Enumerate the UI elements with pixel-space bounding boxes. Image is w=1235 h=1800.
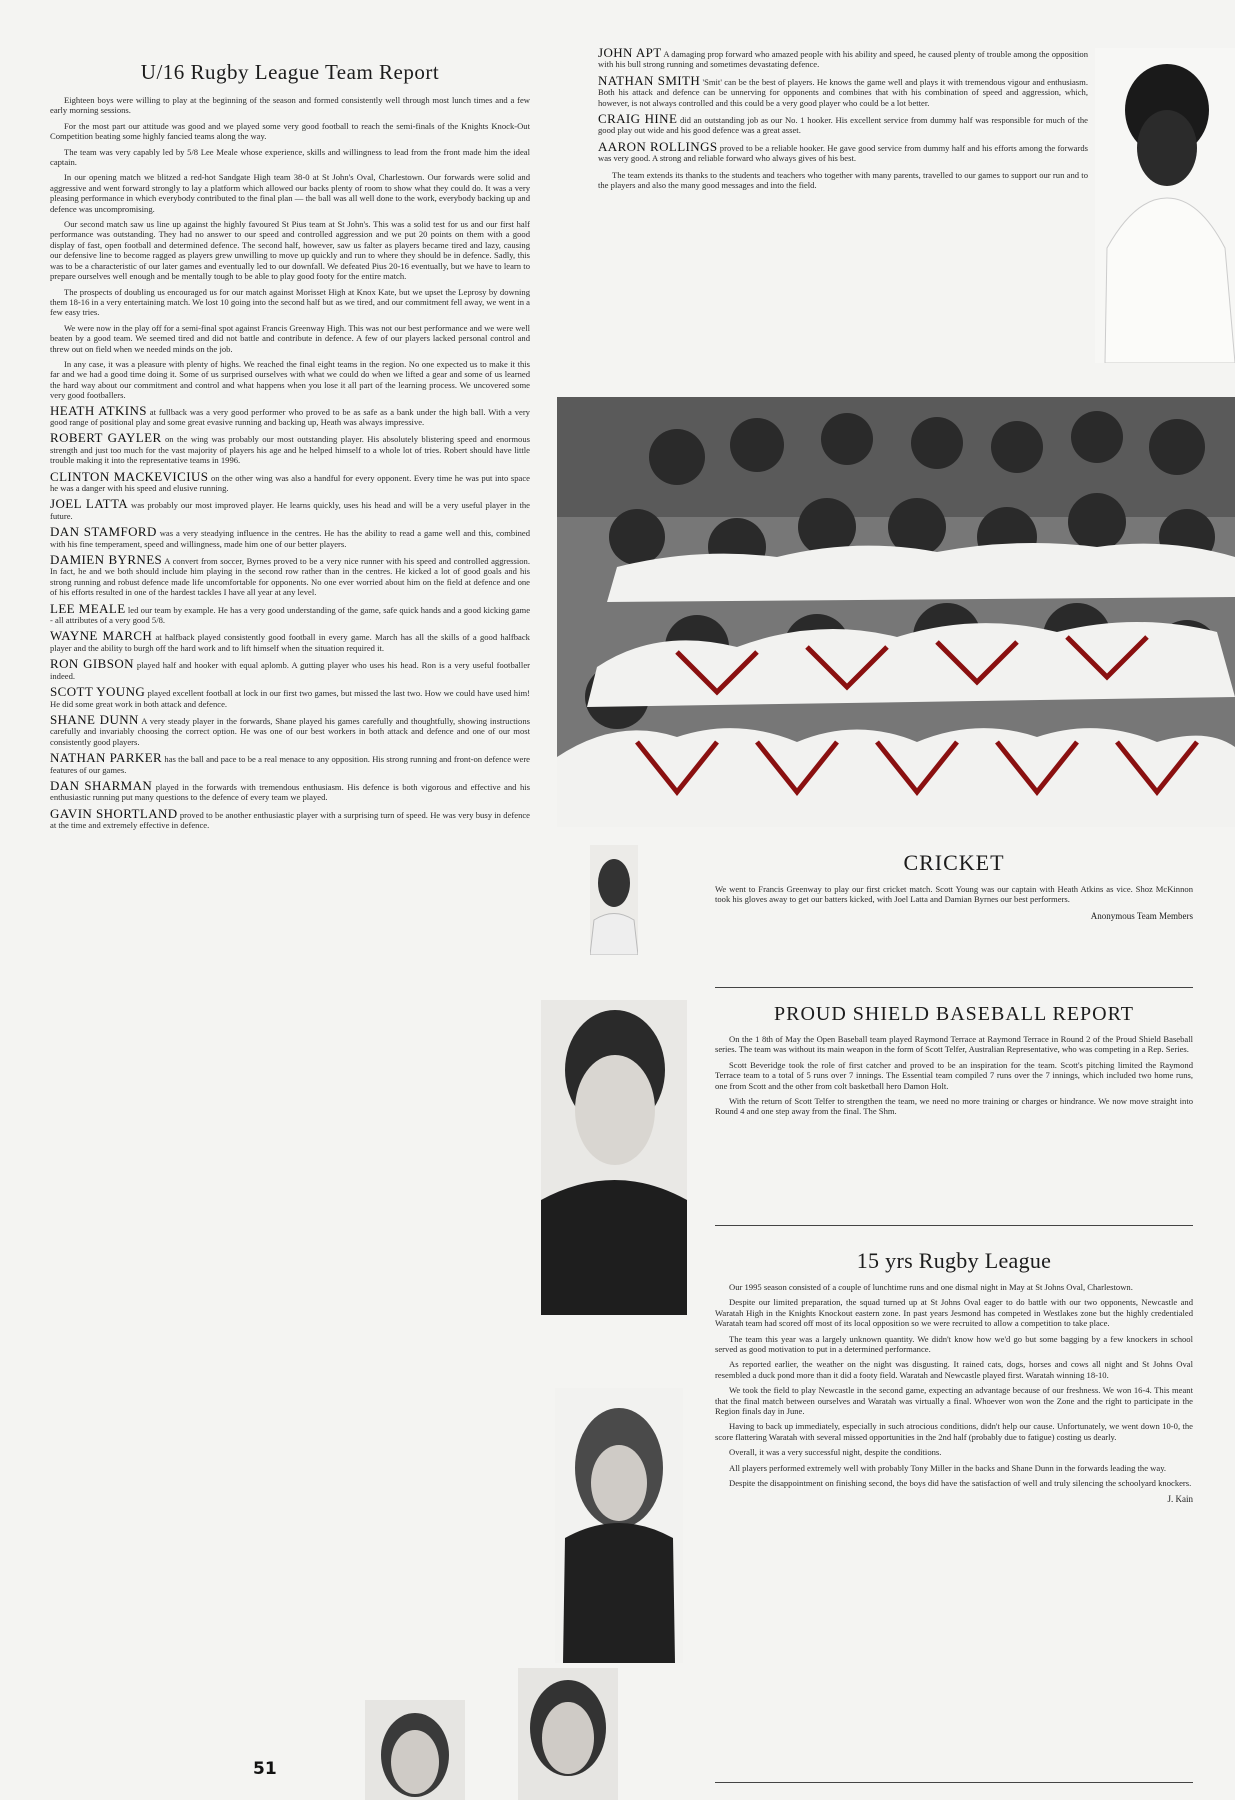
player-name: NATHAN SMITH (598, 72, 701, 88)
player-entry (50, 496, 530, 521)
cricket-title: CRICKET (903, 850, 1005, 875)
player-list (50, 402, 531, 831)
player-entry (50, 552, 530, 598)
player-entry (50, 777, 531, 803)
player-name: DAN STAMFORD (50, 524, 157, 540)
player-entry (50, 430, 530, 466)
player-name: CLINTON MACKEVICIUS (50, 468, 209, 484)
player-text: played in the forwards with tremendous enthusiasm. His defence is both vigorous and effective and his enthusiastic running put many questions to the defence of every team we played. (50, 781, 531, 803)
rugby15-paragraph: We took the field to play Newcastle in the second game, expecting an advantage because of our freshness. We won 16-4. This meant that the final match between ourselves and Waratah was virtually a final. Whoever won won the Zone and the right to participate in the Region finals day in June. (715, 1385, 1193, 1417)
intro-paragraph: Eighteen boys were willing to play at the beginning of the season and formed consistently well through most lunch times and a few early morning sessions. (50, 95, 530, 116)
player-entry (50, 684, 531, 709)
player-entry (50, 524, 530, 549)
player-entry (50, 628, 530, 653)
player-entry (598, 138, 1088, 164)
rugby15-title: 15 yrs Rugby League (856, 1248, 1052, 1273)
player-entry (50, 402, 530, 428)
player-text: on the other wing was also a handful for every opponent. Every time he was put into space he was a danger with his speed and elusive running. (50, 472, 530, 493)
rugby16-title: U/16 Rugby League Team Report (140, 60, 440, 84)
intro-paragraph: The prospects of doubling us encouraged us for our match against Morisset High at Knox Kate, but we upset the Leprosy by downing them 18-16 in a very entertaining match. We lost 10 going into the second half but as we tired, and our commitment fell away, we went in a few easy tries. (50, 286, 530, 318)
portrait-photo-4 (365, 1700, 465, 1800)
player-text: led our team by example. He has a very good understanding of the game, safe quick hands and a good kicking game - all attributes of a very good 5/8. (50, 604, 531, 626)
portrait-figure (518, 1668, 618, 1800)
player-entry (50, 468, 530, 494)
rugby15-paragraph: The team this year was a largely unknown quantity. We didn't know how we'd go but some bagging by a few knockers in school served as good motivation to put in a determined performance. (715, 1333, 1193, 1355)
rugby16-report (50, 60, 530, 837)
player-entry (598, 72, 1088, 108)
team-figures (557, 397, 1235, 827)
baseball-paragraph: With the return of Scott Telfer to strengthen the team, we need no more training or charges or hindrance. We now move straight into Round 4 and one step away from the final. The Shm. (715, 1096, 1193, 1117)
player-text: did an outstanding job as our No. 1 hooker. His excellent service from dummy half was responsible for much of the good play out wide and his good defence was a great asset. (598, 115, 1088, 136)
player-text: played excellent football at lock in our first two games, but missed the last two. How we could have used him! He did some great work in both attack and defence. (50, 688, 531, 709)
player-text: was a very steadying influence in the centres. He has the ability to read a game well and this, combined with his fine temperament, speed and willingness, made him one of our better players. (50, 528, 530, 549)
portrait-photo-top-right (1095, 48, 1235, 363)
team-photo (557, 397, 1235, 827)
section-divider (715, 1782, 1193, 1783)
player-entry (50, 656, 531, 681)
intro-paragraph: Our second match saw us line up against the highly favoured St Pius team at St John's. This was a solid test for us and our first half performance was outstanding. They had no answer to our speed and controlled aggression and we put 20 points on them with a good display of fast, open football and determined defence. The second half, however, saw us falter as players became tired and lazy, causing our defensive line to become ragged as players grew unwilling to move up quickly and run to where they should be in defence. Sadly, this was to be a characteristic of our later games and eventually led to our downfall. We defeated Pius 20-16 eventually, but we have to learn to prepare ourselves well enough and be mentally tough to be able to play good footy for the entire match. (50, 219, 530, 282)
rugby15-signature: J. Kain (1167, 1493, 1193, 1504)
baseball-title: PROUD SHIELD BASEBALL REPORT (774, 1003, 1134, 1025)
player-text: 'Smit' can be the best of players. He knows the game well and plays it with tremendous vigour and enthusiasm. Both his attack and defence can be unnerving for opponents and combines that with his combination of speed and aggression, which, however, is not always controlled and this could be a very good player who could be a lot better. (598, 76, 1088, 108)
portrait-photo-2 (541, 1000, 687, 1315)
player-text: played half and hooker with equal aplomb. A gutting player who uses his head. Ron is a very useful footballer indeed. (50, 660, 531, 681)
player-name: RON GIBSON (50, 656, 134, 672)
section-divider (715, 987, 1193, 988)
player-name: JOHN APT (598, 45, 662, 60)
baseball-paragraph: On the 1 8th of May the Open Baseball team played Raymond Terrace at Raymond Terrace in Round 2 of the Proud Shield Baseball series. The team was without its main weapon in the form of Scott Telfer, Australian Representative, who was competing in a Rep. Series. (715, 1034, 1193, 1055)
closing-paragraph: The team extends its thanks to the students and teachers who together with many parents, travelled to our games to support our run and to the players and also the many good messages and into the field. (598, 169, 1088, 191)
player-entry (50, 805, 530, 831)
player-text: has the ball and pace to be a real menace to any opposition. His strong running and front-on defence were features of our games. (50, 754, 530, 775)
baseball-paragraph: Scott Beveridge took the role of first catcher and proved to be an inspiration for the team. Scott's pitching limited the Raymond Terrace team to a total of 5 runs over 7 innings. The Essential team compiled 7 runs over the 7 innings, which included two home runs, one from Scott and the other from colt basketball hero Damon Holt. (715, 1059, 1193, 1091)
player-text: proved to be another enthusiastic player with a surprising turn of speed. He was very busy in defence at the time and extremely effective in defence. (50, 809, 530, 831)
player-name: SCOTT YOUNG (50, 684, 146, 700)
portrait-figure (541, 1000, 687, 1315)
baseball-section (715, 1003, 1193, 1122)
player-text: A very steady player in the forwards, Shane played his games carefully and thoughtfully, showing instructions carefully and invariably choosing the correct option. He was one of our best workers in both attack and defence and one of our most consistently good players. (50, 715, 530, 747)
portrait-photo-5 (518, 1668, 618, 1800)
rugby16-continued (598, 45, 1088, 195)
intro-paragraph: We were now in the play off for a semi-final spot against Francis Greenway High. This was not our best performance and we were well beaten by a good team. We seemed tired and did not battle and contribute in defence. A few of our players lacked personal control and threw out on field when we needed minds on the job. (50, 322, 530, 354)
player-text: proved to be a reliable hooker. He gave good service from dummy half and his efforts among the forwards was very good. A strong and reliable forward who always gives of his best. (598, 142, 1088, 164)
portrait-figure (590, 845, 638, 955)
cricket-signature: Anonymous Team Members (1090, 910, 1193, 921)
portrait-photo-1 (590, 845, 638, 955)
player-entry (598, 111, 1088, 136)
player-name: DAMIEN BYRNES (50, 552, 163, 568)
player-name: ROBERT GAYLER (50, 430, 162, 446)
portrait-figure (555, 1388, 683, 1663)
player-name: JOEL LATTA (50, 496, 129, 512)
rugby15-paragraph: Despite the disappointment on finishing second, the boys did have the satisfaction of well and truly silencing the schoolyard knockers. (729, 1478, 1192, 1489)
player-text: A damaging prop forward who amazed people with his ability and speed, he caused plenty of trouble among the opposition with his bull strong running and sometimes devastating defence. (598, 49, 1088, 70)
player-name: NATHAN PARKER (50, 750, 163, 766)
intro-paragraph: In our opening match we blitzed a red-hot Sandgate High team 38-0 at St John's Oval, Charlestown. Our forwards were solid and aggressive and went forward strongly to lay a platform which allowed our backs plenty of room to show what they could do. It was a very pleasing performance in which everybody contributed to the final plan — the ball was all well done to the work, everybody backing up and defence was uncompromising. (50, 172, 530, 214)
player-name: HEATH ATKINS (50, 402, 147, 418)
player-name: GAVIN SHORTLAND (50, 805, 178, 821)
portrait-figure (1095, 48, 1235, 363)
page-number: 51 (253, 1759, 277, 1779)
rugby15-section (715, 1248, 1193, 1504)
rugby15-paragraph: Having to back up immediately, especially in such atrocious conditions, didn't help our cause. Unfortunately, we went down 10-0, the score flattering Waratah with several missed opportunities in the 2nd half (probably due to fatigue) costing us dearly. (715, 1421, 1193, 1442)
rugby16-intro (50, 95, 530, 401)
rugby15-paragraph: All players performed extremely well with probably Tony Miller in the backs and Shane Dunn in the forwards leading the way. (729, 1462, 1167, 1473)
cricket-body: We went to Francis Greenway to play our first cricket match. Scott Young was our captain with Heath Atkins as vice. Shoz McKinnon took his gloves away to get our batters kicked, with Joel Latta and Damian Byrnes our best performers. (715, 884, 1193, 905)
rugby15-paragraph: As reported earlier, the weather on the night was disgusting. It rained cats, dogs, horses and cows all night and St Johns Oval resembled a duck pond more than it did a footy field. Waratah and Newcastle played first. Waratah winning 18-10. (715, 1359, 1193, 1380)
player-text: at halfback played consistently good football in every game. March has all the skills of a good halfback player and the ability to burgh off the hard work and to lift himself when the situation required it. (50, 632, 530, 653)
portrait-photo-3 (555, 1388, 683, 1663)
portrait-figure (365, 1700, 465, 1800)
player-name: AARON ROLLINGS (598, 138, 718, 154)
rugby15-paragraph: Overall, it was a very successful night, despite the conditions. (729, 1447, 942, 1458)
intro-paragraph: In any case, it was a pleasure with plenty of highs. We reached the final eight teams in the region. No one expected us to make it this far and we had a good time doing it. Some of us surprised ourselves with what we could do when we lifted a gear and some of us learned the hard way about our commitment and control and what happens when you lose it all part of the learning process. We uncovered some very good footballers. (50, 358, 530, 401)
player-text: was probably our most improved player. He learns quickly, uses his head and will be a very useful player in the future. (50, 500, 530, 521)
cricket-section (715, 850, 1193, 921)
player-name: WAYNE MARCH (50, 628, 153, 644)
section-divider (715, 1225, 1193, 1226)
player-text: on the wing was probably our most outstanding player. His absolutely blistering speed and enormous strength and just too much for the vast majority of players his age and he helped himself to a whole lot of tries. Robert should have little trouble making it into the representative teams in 1996. (50, 434, 530, 466)
intro-paragraph: The team was very capably led by 5/8 Lee Meale whose experience, skills and willingness to lead from the front made him the ideal captain. (50, 146, 530, 168)
player-text: A convert from soccer, Byrnes proved to be a very nice runner with his speed and controlled aggression. In fact, he and we both should include him playing in the second row rather than in the centres. He kicked a lot of good goals and his strong running and robust defence made life uncomfortable for opponents. No one ever worried about him on the field at defence and one of his efforts resulted in one of the hardest tackles I have all year at any level. (50, 556, 530, 598)
player-name: CRAIG HINE (598, 111, 678, 127)
player-entry (50, 750, 530, 775)
intro-paragraph: For the most part our attitude was good and we played some very good football to reach the semi-finals of the Knights Knock-Out Competition beating some highly fancied teams along the way. (50, 120, 530, 142)
player-entry (598, 45, 1088, 70)
player-name: LEE MEALE (50, 600, 126, 616)
player-name: DAN SHARMAN (50, 777, 153, 793)
player-entry (50, 600, 531, 626)
player-name: SHANE DUNN (50, 711, 139, 727)
rugby15-paragraph: Our 1995 season consisted of a couple of lunchtime runs and one dismal night in May at St Johns Oval, Charlestown. (729, 1282, 1133, 1292)
rugby15-paragraph: Despite our limited preparation, the squad turned up at St Johns Oval eager to do battle with our two opponents, Newcastle and Waratah High in the Knights Knockout eastern zone. In past years Jesmond has competed in Westlakes zone but the highly credentialed Waratah team had scored off most of its local opposition so we were recruited to allow a competition to take place. (715, 1297, 1193, 1329)
player-entry (50, 711, 530, 747)
player-text: at fullback was a very good performer who proved to be as safe as a bank under the high ball. With a very good range of positional play and some great evasive running and backing up, Heath was always impressive. (50, 406, 530, 427)
